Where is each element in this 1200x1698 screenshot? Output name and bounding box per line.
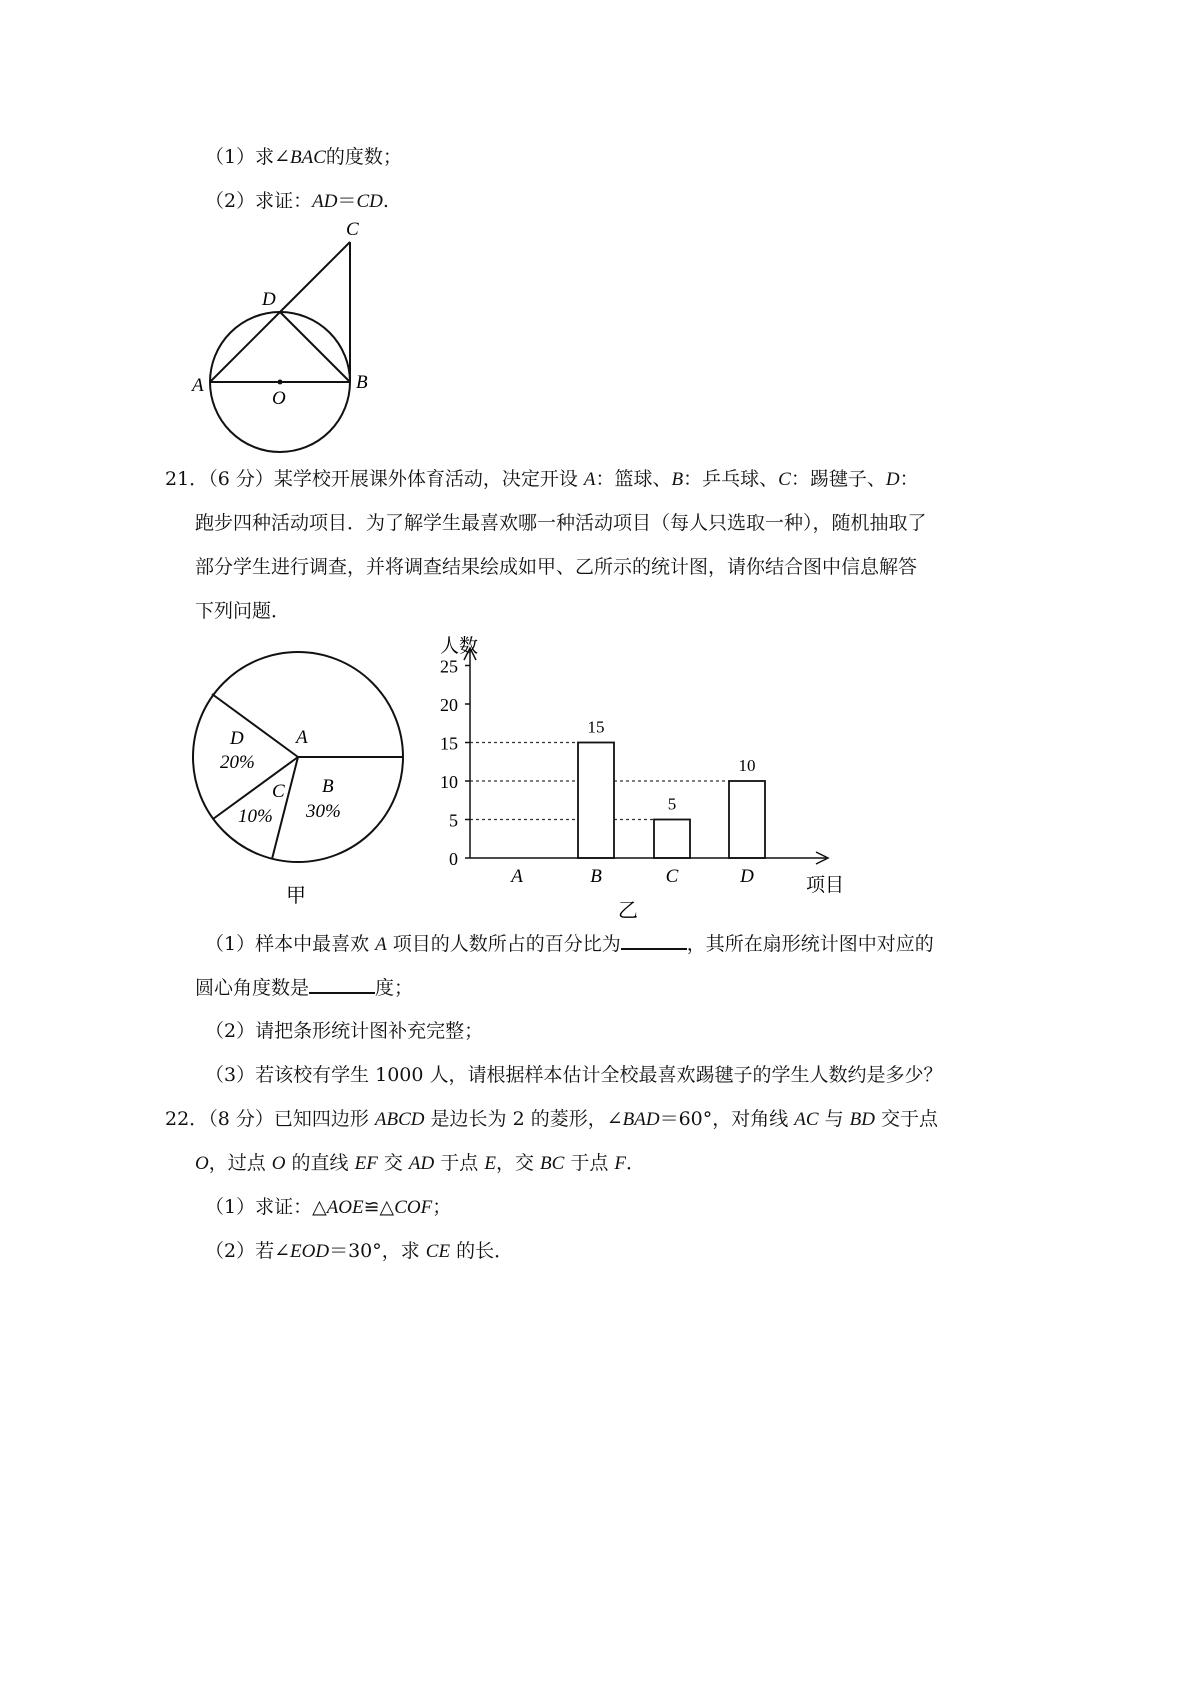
y-tick-label-15: 15 [440, 733, 458, 754]
q21-line3: 部分学生进行调查，并将调查结果绘成如甲、乙所示的统计图，请你结合图中信息解答 [195, 556, 918, 578]
q21-sub2: （2）请把条形统计图补充完整； [205, 1020, 484, 1042]
pie-percent-b: 30% [306, 801, 341, 822]
y-tick-label-0: 0 [449, 849, 458, 869]
q22-sub1: （1）求证：△AOE≌△COF； [205, 1196, 452, 1218]
pie-label-b: B [322, 776, 334, 797]
y-tick-label-20: 20 [440, 695, 458, 715]
x-axis-title: 项目 [806, 875, 845, 896]
pie-caption: 甲 [286, 885, 306, 907]
data-label-B: 15 [587, 717, 605, 737]
y-tick-label-10: 10 [440, 772, 458, 792]
q22-sub2: （2）若∠EOD＝30°，求 CE 的长． [205, 1240, 514, 1262]
center-point-o [278, 380, 283, 385]
bar-D [729, 781, 765, 858]
y-tick-label-5: 5 [449, 810, 458, 831]
q21-sub1b: 圆心角度数是 度； [195, 974, 413, 1001]
x-tick-label-D: D [740, 866, 754, 887]
bar-B [578, 743, 614, 859]
pie-percent-c: 10% [238, 806, 273, 827]
y-tick-label-25: 25 [440, 656, 458, 677]
pie-label-d: D [230, 728, 244, 749]
q22-score: （8 分） [208, 1108, 274, 1130]
bar-C [654, 820, 690, 859]
segment-dc [280, 242, 350, 312]
q22-number: 22． [165, 1108, 209, 1130]
x-tick-label-C: C [665, 866, 679, 887]
label-b: B [356, 372, 368, 393]
q20-part1: （1）求∠BAC的度数； [205, 146, 402, 168]
x-tick-label-B: B [590, 866, 602, 887]
data-label-D: 10 [738, 756, 756, 775]
pie-radius-4 [212, 694, 298, 757]
pie-chart [185, 640, 425, 915]
q21-line2: 跑步四种活动项目．为了解学生最喜欢哪一种活动项目（每人只选取一种），随机抽取了 [195, 512, 927, 534]
y-axis-title: 人数 [440, 636, 479, 657]
q22-line1: 22．（8 分）已知四边形 ABCD 是边长为 2 的菱形，∠BAD＝60°，对角线 AC 与 BD 交于点 [165, 1108, 939, 1130]
q20-geometry-figure [185, 215, 385, 460]
q21-line1: 21．（6 分）某学校开展课外体育活动，决定开设 A：篮球、B：乒乓球、C：踢毽子、D： [165, 468, 919, 490]
bar-chart [420, 632, 880, 924]
q21-line4: 下列问题． [195, 600, 291, 622]
data-label-C: 5 [667, 794, 677, 814]
label-c: C [346, 219, 359, 240]
q21-sub3: （3）若该校有学生 1000 人，请根据样本估计全校最喜欢踢毽子的学生人数约是多少？ [205, 1064, 943, 1086]
q20-part2: （2）求证：AD＝CD. [205, 190, 389, 212]
bar-caption: 乙 [618, 900, 638, 922]
q22-line2: O，过点 O 的直线 EF 交 AD 于点 E，交 BC 于点 F． [195, 1152, 645, 1174]
pie-label-c: C [272, 781, 285, 802]
q21-score: （6 分） [208, 468, 274, 490]
label-d: D [262, 289, 276, 310]
label-o: O [272, 388, 286, 409]
pie-percent-d: 20% [220, 752, 255, 773]
answer-blank-percent[interactable] [621, 930, 687, 950]
q21-sub1: （1）样本中最喜欢 A 项目的人数所占的百分比为 ，其所在扇形统计图中对应的 [205, 930, 934, 958]
q21-number: 21． [165, 468, 209, 490]
pie-label-a: A [296, 727, 308, 748]
label-a: A [192, 375, 204, 396]
answer-blank-angle[interactable] [309, 974, 375, 994]
x-tick-label-A: A [511, 866, 523, 887]
bar-marks [509, 718, 765, 888]
